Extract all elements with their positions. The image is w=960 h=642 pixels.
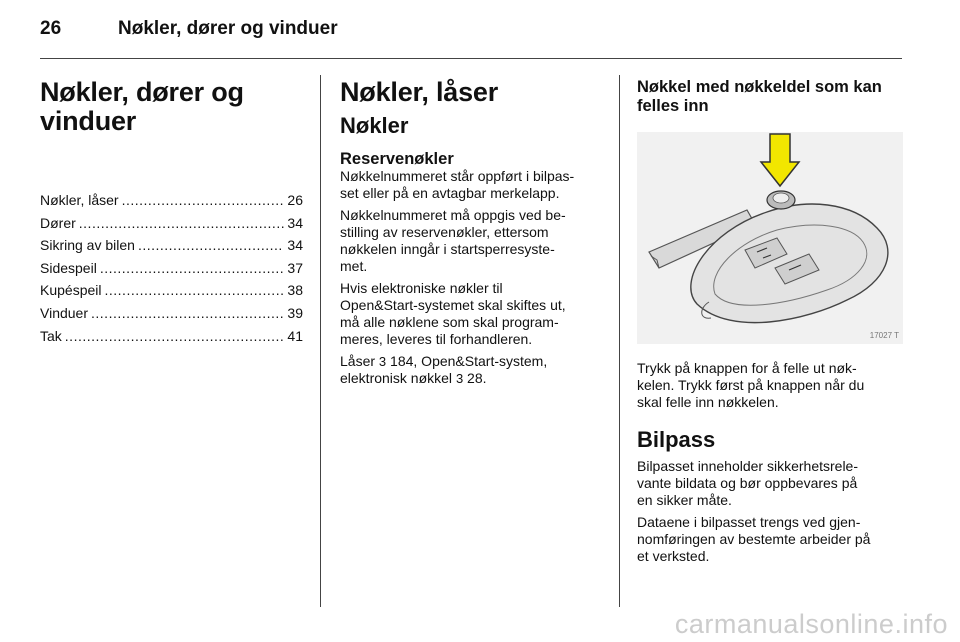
toc-label: Sikring av bilen: [40, 237, 135, 254]
page-header: [40, 18, 920, 48]
ref-link[interactable]: 184, Open&Start-system,: [386, 353, 548, 369]
toc-label: Vinduer: [40, 304, 89, 321]
chapter-title-line1: Nøkler, dører og: [40, 77, 244, 107]
paragraph-fold-button: [637, 360, 903, 411]
toc-leader: [100, 257, 285, 280]
text-line: vante bildata og bør oppbevares på: [637, 475, 858, 491]
text-line: nomføringen av bestemte arbeider på: [637, 531, 871, 547]
toc-leader: [79, 212, 285, 235]
figure-code: 17027 T: [869, 331, 899, 340]
text-line: Trykk på knappen for å felle ut nøk-: [637, 360, 857, 376]
toc-entry-dorer[interactable]: [40, 212, 303, 235]
subsection-title: Nøkler: [340, 113, 409, 138]
foldable-key-illustration: [637, 132, 903, 344]
text-line: felles inn: [637, 97, 709, 115]
toc-label: Dører: [40, 214, 76, 231]
text-line: må alle nøklene som skal program-: [340, 314, 559, 330]
toc-page: 34: [287, 214, 303, 231]
text-line: et verksted.: [637, 548, 710, 564]
toc-entry-sidespeil[interactable]: [40, 257, 303, 280]
paragraph-references: [340, 353, 602, 387]
toc-leader: [91, 302, 284, 325]
foldable-key-heading: [637, 78, 903, 116]
toc-entry-tak[interactable]: [40, 325, 303, 348]
section-title: Nøkler, låser: [340, 77, 499, 107]
paragraph-electronic-keys: [340, 280, 602, 348]
paragraph-bilpass-data: [637, 514, 903, 565]
toc-page: 41: [287, 327, 303, 344]
toc-entry-vinduer[interactable]: [40, 302, 303, 325]
toc-leader: [105, 279, 285, 302]
text-line: kelen. Trykk først på knappen når du: [637, 377, 865, 393]
toc-entry-nokler[interactable]: [40, 189, 303, 212]
page-ref-arrow-icon: 3: [455, 371, 464, 386]
foldable-key-column: [637, 78, 903, 570]
toc-page: 34: [287, 237, 303, 254]
page-number: 26: [40, 18, 62, 39]
toc-page: 26: [287, 192, 303, 208]
column-divider-2: [619, 75, 620, 607]
text-line: Nøkkel med nøkkeldel som kan: [637, 78, 882, 96]
ref-text: elektronisk nøkkel: [340, 370, 456, 386]
text-line: skal felle inn nøkkelen.: [637, 394, 779, 410]
text-line: meres, leveres til forhandleren.: [340, 331, 533, 347]
watermark: carmanualsonline.info: [674, 609, 948, 639]
text-line: en sikker måte.: [637, 492, 732, 508]
toc-leader: [138, 234, 284, 257]
toc-label: Kupéspeil: [40, 282, 102, 299]
header-title: Nøkler, dører og vinduer: [118, 18, 338, 39]
column-divider-1: [320, 75, 321, 607]
chapter-title-line2: vinduer: [40, 106, 137, 136]
toc-label: Nøkler, låser: [40, 192, 119, 208]
toc-page: 39: [287, 304, 303, 321]
paragraph-ordering: [340, 207, 602, 275]
ref-link[interactable]: 28.: [463, 370, 487, 386]
chapter-title: [40, 78, 303, 136]
toc-page: 38: [287, 282, 303, 299]
toc-entry-sikring[interactable]: [40, 234, 303, 257]
toc-page: 37: [287, 259, 303, 276]
key-fob-icon: [637, 132, 903, 344]
bilpass-heading: Bilpass: [637, 427, 716, 452]
paragraph-key-number: [340, 168, 602, 202]
table-of-contents: [40, 189, 303, 347]
text-line: nøkkelen inngår i startsperresyste-: [340, 241, 555, 257]
text-line: stilling av reservenøkler, ettersom: [340, 224, 549, 240]
text-line: Hvis elektroniske nøkler til: [340, 280, 503, 296]
toc-column: [40, 78, 303, 347]
toc-leader: [122, 189, 285, 212]
text-line: Bilpasset inneholder sikkerhetsrele-: [637, 458, 858, 474]
text-line: Open&Start-systemet skal skiftes ut,: [340, 297, 566, 313]
keys-column: [340, 78, 602, 392]
toc-entry-kupespeil[interactable]: [40, 279, 303, 302]
text-line: set eller på en avtagbar merkelapp.: [340, 185, 560, 201]
text-line: met.: [340, 258, 368, 274]
text-line: Nøkkelnummeret står oppført i bilpas-: [340, 168, 575, 184]
toc-label: Tak: [40, 327, 62, 344]
spare-keys-heading: Reservenøkler: [340, 150, 454, 168]
page-ref-arrow-icon: 3: [378, 354, 387, 369]
toc-leader: [65, 325, 285, 348]
text-line: Nøkkelnummeret må oppgis ved be-: [340, 207, 566, 223]
toc-label: Sidespeil: [40, 259, 97, 276]
paragraph-bilpass: [637, 458, 903, 509]
text-line: Dataene i bilpasset trengs ved gjen-: [637, 514, 861, 530]
ref-text: Låser: [340, 353, 379, 369]
header-rule: [40, 58, 902, 59]
